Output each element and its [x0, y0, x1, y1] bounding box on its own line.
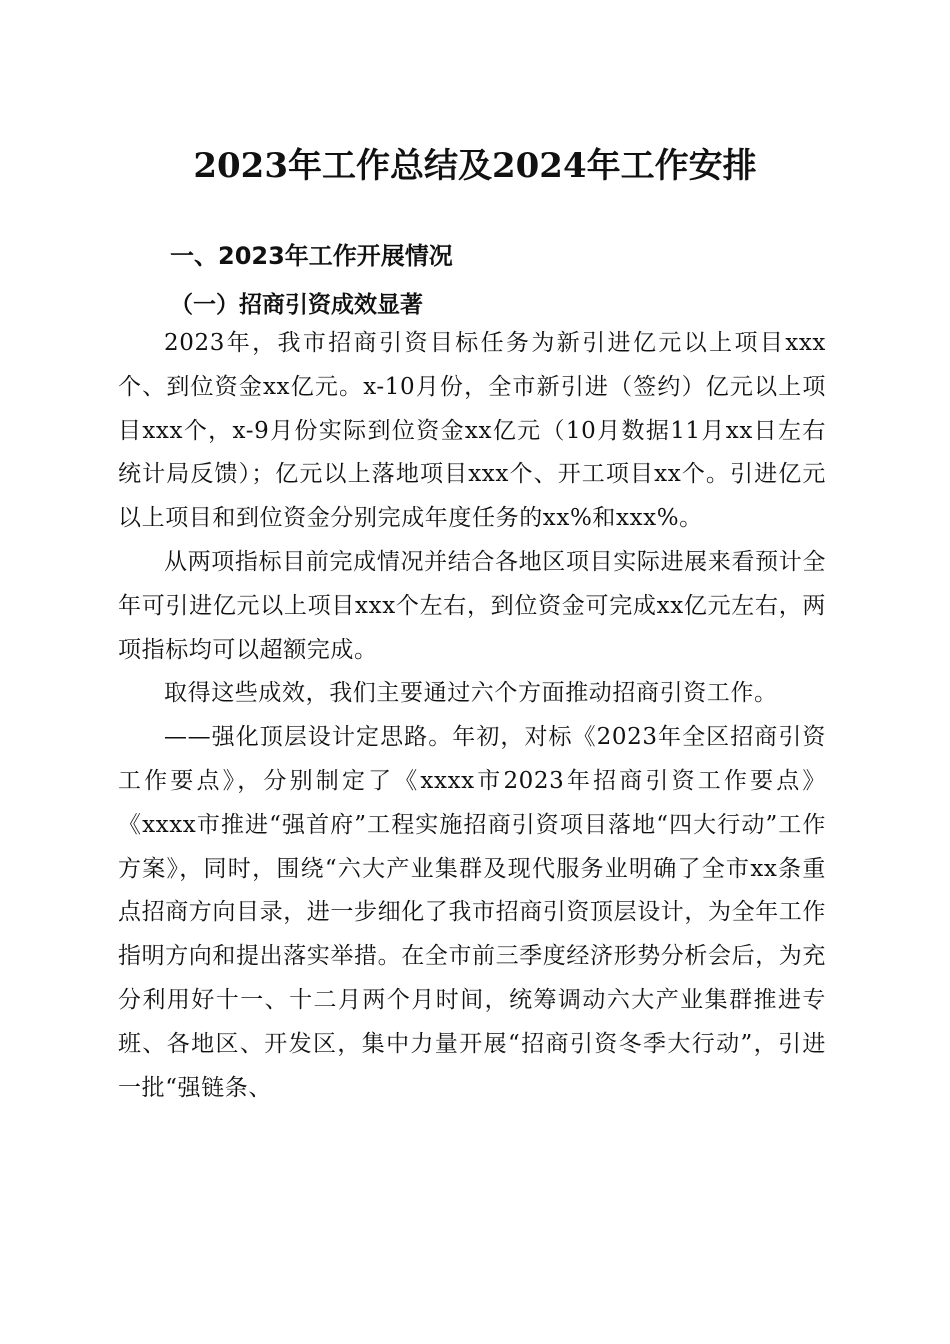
paragraph-summary: 取得这些成效，我们主要通过六个方面推动招商引资工作。 [164, 680, 778, 707]
sub-heading: （一）招商引资成效显著 [170, 291, 423, 318]
paragraph-forecast: 从两项指标目前完成情况并结合各地区项目实际进展来看预计全年可引进亿元以上项目xxx个左右，到位资金可完成xx亿元左右，两项指标均可以超额完成。 [118, 548, 826, 663]
paragraph-targets: 2023年，我市招商引资目标任务为新引进亿元以上项目xxx个、到位资金xx亿元。x-10月份，全市新引进（签约）亿元以上项目xxx个，x-9月份实际到位资金xx亿元（10月数据11月xx日左右统计局反馈）；亿元以上落地项目xxx个、开工项目xx个。引进亿元以上项目和到位资金分别完成年度任务的xx%和xxx%。 [118, 330, 826, 532]
section-heading: 一、2023年工作开展情况 [170, 242, 453, 270]
paragraph-top-level-design: ——强化顶层设计定思路。年初，对标《2023年全区招商引资工作要点》，分别制定了《xxxx市2023年招商引资工作要点》《xxxx市推进“强首府”工程实施招商引资项目落地“四大行动”工作方案》，同时，围绕“六大产业集群及现代服务业明确了全市xx条重点招商方向目录，进一步细化了我市招商引资顶层设计，为全年工作指明方向和提出落实举措。在全市前三季度经济形势分析会后，为充分利用好十一、十二月两个月时间，统筹调动六大产业集群推进专班、各地区、开发区，集中力量开展“招商引资冬季大行动”，引进一批“强链条、 [118, 724, 826, 1101]
document-title: 2023年工作总结及2024年工作安排 [193, 146, 757, 186]
document-body [118, 322, 826, 1110]
